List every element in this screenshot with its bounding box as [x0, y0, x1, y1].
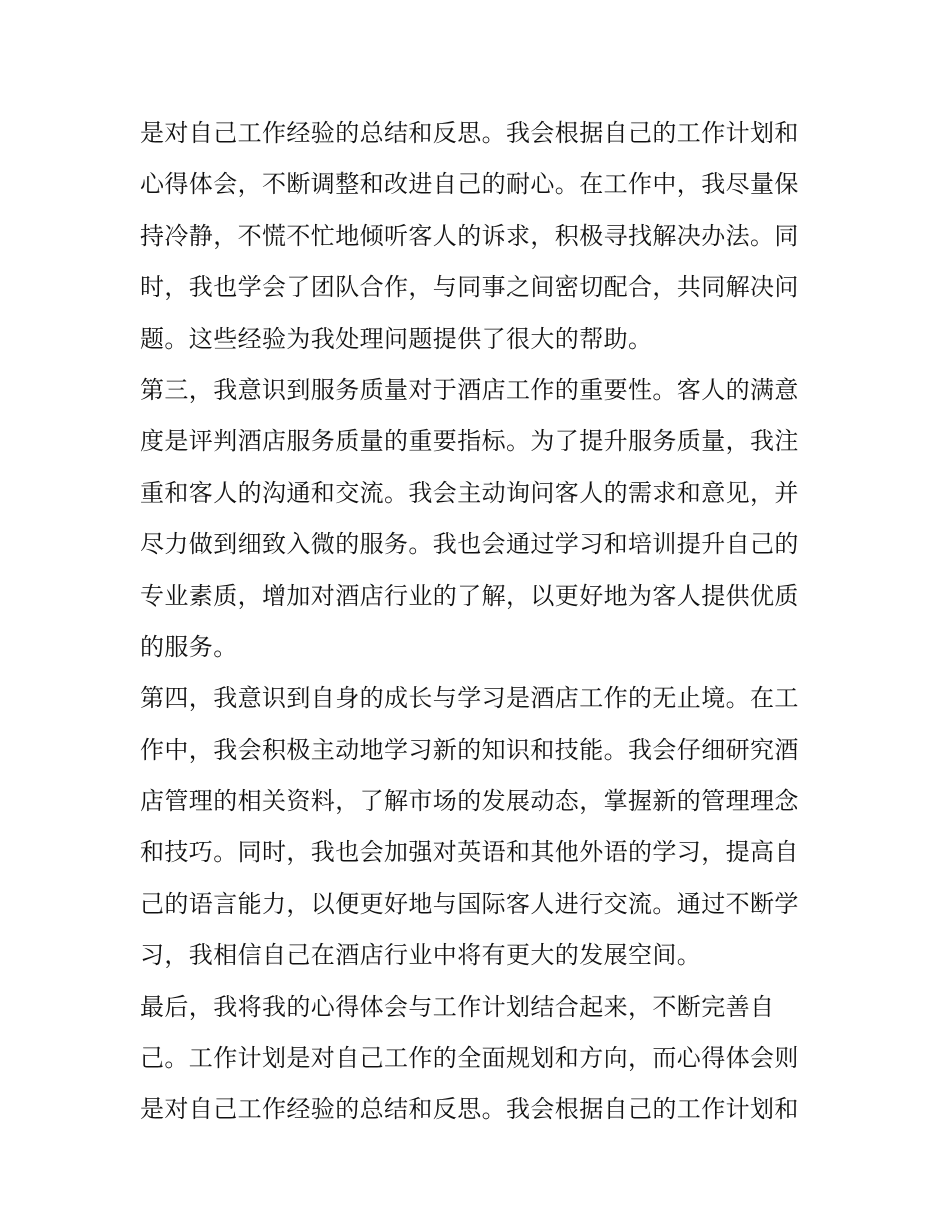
text-line: 尽力做到细致入微的服务。我也会通过学习和培训提升自己的	[140, 530, 799, 559]
text-line: 度是评判酒店服务质量的重要指标。为了提升服务质量，我注	[140, 427, 799, 456]
text-line: 最后，我将我的心得体会与工作计划结合起来，不断完善自	[140, 992, 775, 1021]
text-line: 心得体会，不断调整和改进自己的耐心。在工作中，我尽量保	[140, 170, 799, 199]
text-line: 店管理的相关资料，了解市场的发展动态，掌握新的管理理念	[140, 787, 799, 816]
text-line: 习，我相信自己在酒店行业中将有更大的发展空间。	[140, 941, 702, 970]
text-line: 己的语言能力，以便更好地与国际客人进行交流。通过不断学	[140, 889, 799, 918]
text-line: 时，我也学会了团队合作，与同事之间密切配合，共同解决问	[140, 273, 799, 302]
text-line: 重和客人的沟通和交流。我会主动询问客人的需求和意见，并	[140, 478, 799, 507]
text-line: 专业素质，增加对酒店行业的了解，以更好地为客人提供优质	[140, 581, 799, 610]
text-line: 是对自己工作经验的总结和反思。我会根据自己的工作计划和	[140, 119, 799, 147]
text-line: 持冷静，不慌不忙地倾听客人的诉求，积极寻找解决办法。同	[140, 221, 799, 250]
text-line: 是对自己工作经验的总结和反思。我会根据自己的工作计划和	[140, 1095, 799, 1124]
text-line: 作中，我会积极主动地学习新的知识和技能。我会仔细研究酒	[140, 735, 799, 764]
text-line: 己。工作计划是对自己工作的全面规划和方向，而心得体会则	[140, 1044, 799, 1073]
body-text	[140, 108, 820, 1136]
text-line: 第四，我意识到自身的成长与学习是酒店工作的无止境。在工	[140, 684, 799, 713]
text-line: 的服务。	[140, 632, 238, 661]
text-line: 和技巧。同时，我也会加强对英语和其他外语的学习，提高自	[140, 838, 799, 867]
text-line: 题。这些经验为我处理问题提供了很大的帮助。	[140, 324, 653, 353]
text-line: 第三，我意识到服务质量对于酒店工作的重要性。客人的满意	[140, 375, 799, 404]
